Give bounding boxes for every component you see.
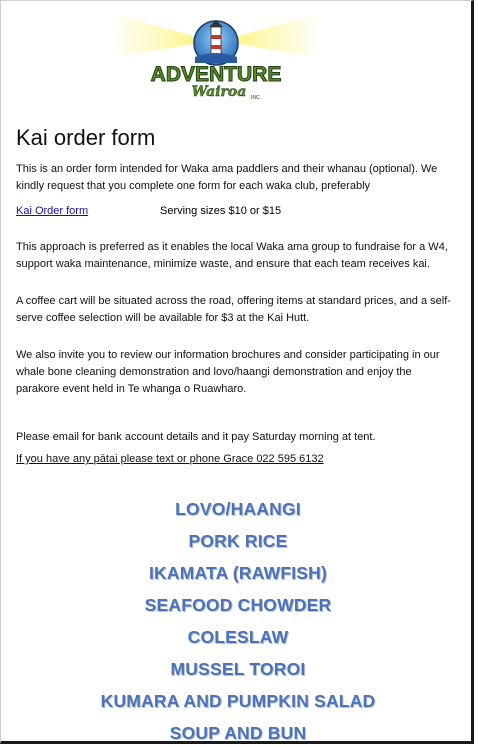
menu-item: MUSSEL TOROI — [170, 659, 306, 679]
menu-item: SEAFOOD CHOWDER — [144, 595, 332, 615]
menu-item: IKAMATA (RAWFISH) — [148, 563, 328, 583]
menu-item: KUMARA AND PUMPKIN SALAD — [100, 691, 376, 711]
brochure-paragraph: We also invite you to review our information brochures and consider participating in our whale bone cleaning demonstration and lovo/haangi demonstration and enjoy the parakore event held in Te whanga o Ruawharo. — [16, 349, 440, 395]
fundraise-paragraph: This approach is preferred as it enables the local Waka ama group to fundraise for a W4, support waka maintenance, minimize waste, and ensure that each team receives kai. — [16, 241, 448, 270]
menu-item: COLESLAW — [187, 627, 289, 647]
coffee-paragraph: A coffee cart will be situated across the road, offering items at standard prices, and a self-serve coffee selection will be available for $3 at the Kai Hutt. — [16, 295, 451, 324]
payment-paragraph: Please email for bank account details and it pay Saturday morning at tent. — [16, 431, 376, 443]
menu-item: SOUP AND BUN — [169, 723, 307, 743]
menu-item: PORK RICE — [188, 531, 288, 551]
menu-item: LOVO/HAANGI — [175, 499, 301, 519]
logo-brand-text: ADVENTURE — [150, 63, 282, 86]
contact-line: If you have any pātai please text or phone Grace 022 595 6132 — [16, 453, 324, 465]
kai-order-form-link[interactable]: Kai Order form — [16, 205, 89, 217]
serving-sizes-text: Serving sizes $10 or $15 — [160, 205, 282, 217]
page-title: Kai order form — [16, 125, 156, 150]
adventure-wairoa-logo — [111, 13, 321, 113]
intro-paragraph: This is an order form intended for Waka ama paddlers and their whanau (optional). We kindly request that you complete one form for each waka club, preferably — [16, 163, 438, 192]
logo-subbrand-text: Wairoa — [191, 84, 247, 100]
menu-list — [1, 497, 474, 744]
logo-suffix-text: INC — [251, 95, 260, 101]
